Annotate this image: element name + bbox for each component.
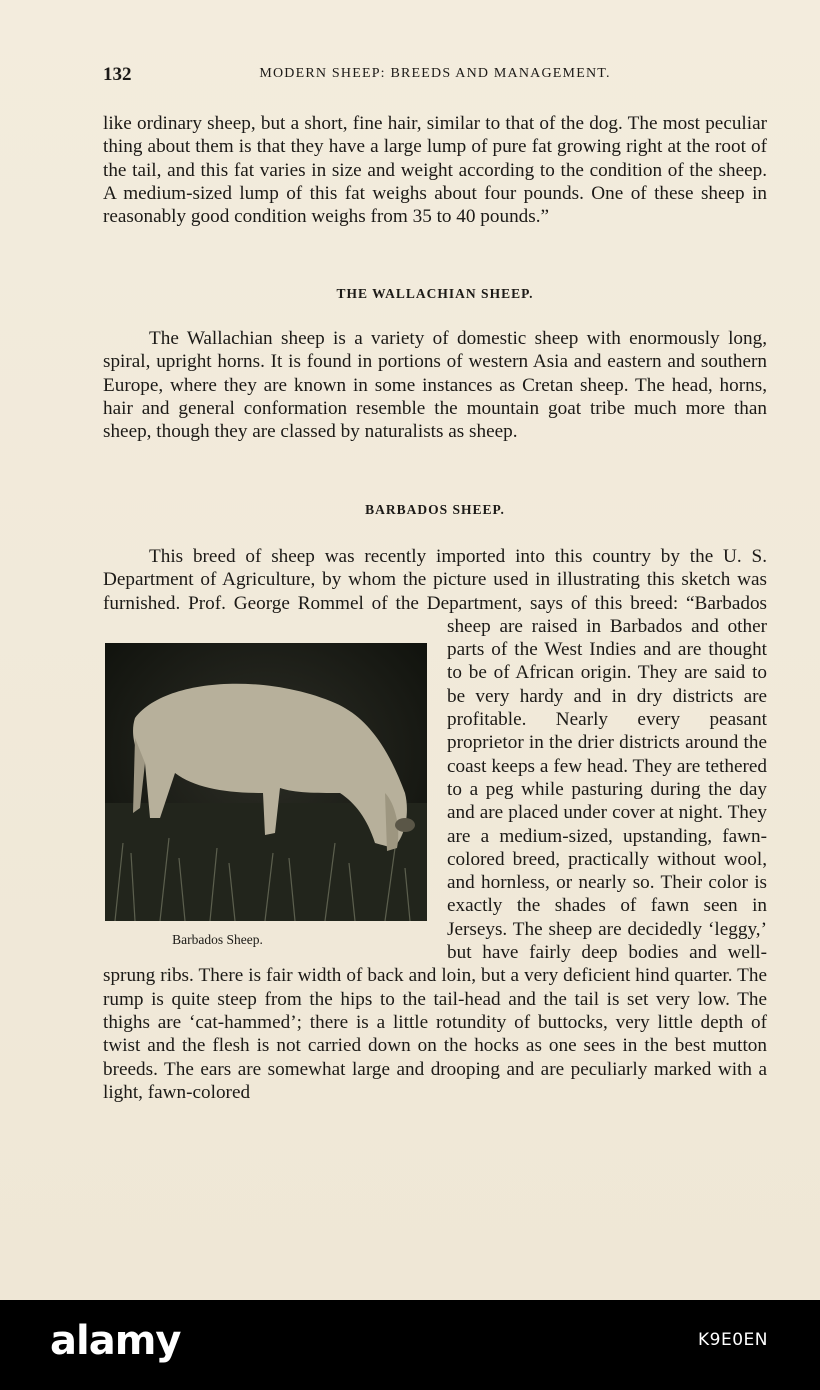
barbados-sheep-photo	[105, 643, 427, 921]
paragraph-barbados-intro: This breed of sheep was recently imported into this country by the U. S. Department of Agriculture, by whom the picture used in illustrating this sketch was furnished. Prof. George Rommel of the Department, says of this breed: “Barbados sheep	[103, 546, 767, 637]
page-header	[103, 64, 767, 86]
paragraph-barbados-quote: are raised in Barbados and other parts of the West Indies and are thought to be of African origin. They are said to be very hardy and in dry districts are profitable. Nearly every peasant proprietor in the drier districts around the coast keeps a few head. They are tethered to a peg while pasturing during the day and are placed under cover at night. They are a medium-sized, upstanding, fawn-colored breed, practically without wool, and hornless, or nearly so. Their color is exactly the shades of fawn seen in Jerseys. The sheep are decidedly ‘leggy,’ but have fairly deep bodies and well-sprung ribs. There is fair width of back and loin, but a very deficient hind quarter. The rump is quite steep from the hips to the tail-head and the tail is set very low. The thighs are ‘cat-hammed’; there is a little rotundity of buttocks, very little depth of twist and the flesh is not carried down on the hocks as one sees in the best mutton breeds. The ears are somewhat large and drooping and are peculiarly marked with a light, fawn-colored	[103, 615, 767, 1103]
page-number: 132	[103, 64, 132, 85]
figure-caption: Barbados Sheep.	[172, 931, 263, 947]
running-head: MODERN SHEEP: BREEDS AND MANAGEMENT.	[259, 66, 611, 81]
heading-wallachian-sheep: THE WALLACHIAN SHEEP.	[336, 286, 534, 301]
watermark-logo: alamy	[50, 1318, 181, 1364]
heading-barbados-sheep: BARBADOS SHEEP.	[365, 502, 505, 517]
paragraph-continuation: like ordinary sheep, but a short, fine hair, similar to that of the dog. The most peculiar thing about them is that they have a large lump of pure fat growing right at the root of the tail, and this fat varies in size and weight according to the condition of the sheep. A medium-sized lump of this fat weighs about four pounds. One of these sheep in reasonably good condition weighs from 35 to 40 pounds.”	[103, 113, 767, 228]
paragraph-wallachian: The Wallachian sheep is a variety of domestic sheep with enormously long, spiral, upright horns. It is found in portions of western Asia and eastern and southern Europe, where they are known in some instances as Cretan sheep. The head, horns, hair and general conformation resemble the mountain goat tribe much more than sheep, though they are classed by naturalists as sheep.	[103, 328, 767, 443]
figure-barbados-sheep	[103, 615, 443, 945]
watermark-image-id: K9E0EN	[698, 1330, 768, 1350]
paragraph-barbados	[103, 545, 767, 1104]
